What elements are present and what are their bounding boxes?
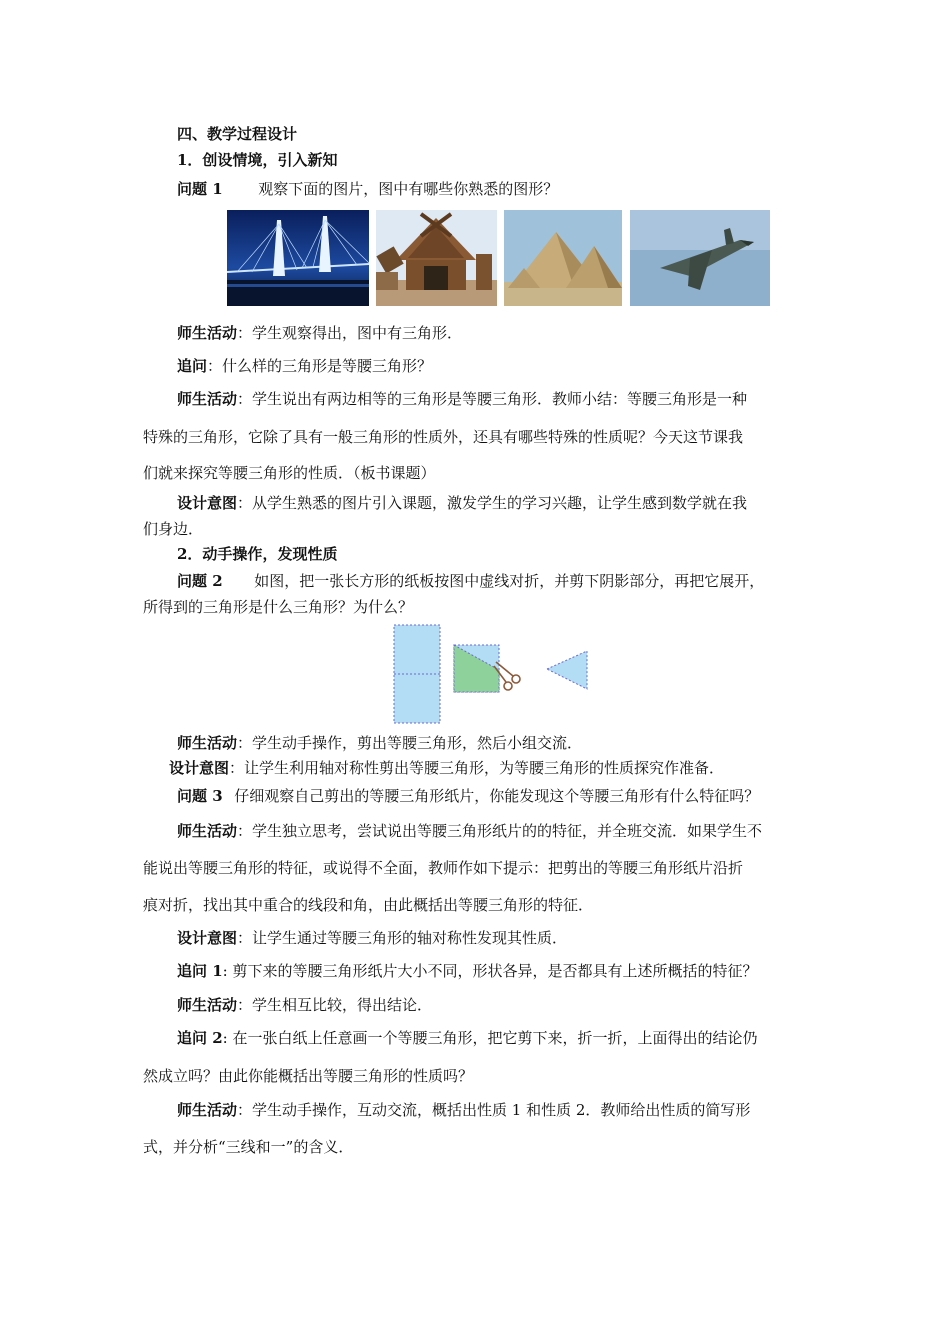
activity-2-line-1 bbox=[177, 389, 747, 409]
activity-4-line-1 bbox=[177, 821, 762, 841]
activity-3-label: 师生活动 bbox=[177, 734, 238, 752]
section-heading: 四、教学过程设计 bbox=[177, 125, 298, 143]
follow-up-1-label: 追问 1 bbox=[177, 962, 223, 980]
design-intent-2 bbox=[169, 758, 724, 778]
activity-2-label: 师生活动 bbox=[177, 390, 238, 408]
activity-3 bbox=[177, 733, 582, 753]
subsection-heading-2: 2．动手操作，发现性质 bbox=[177, 545, 338, 563]
activity-1-label: 师生活动 bbox=[177, 324, 238, 342]
activity-6-text: ：学生动手操作，互动交流，概括出性质 1 和性质 2．教师给出性质的简写形 bbox=[237, 1101, 751, 1119]
activity-6-label: 师生活动 bbox=[177, 1101, 238, 1119]
activity-2-text: ：学生说出有两边相等的三角形是等腰三角形．教师小结：等腰三角形是一种 bbox=[237, 390, 748, 408]
design-intent-3-label: 设计意图 bbox=[177, 929, 238, 947]
question-1-text: 观察下面的图片，图中有哪些你熟悉的图形？ bbox=[258, 180, 559, 198]
question-2-line-1 bbox=[177, 571, 764, 591]
jet-photo bbox=[630, 210, 770, 306]
question-3-label: 问题 3 bbox=[177, 787, 223, 805]
follow-up-1-text: : 剪下来的等腰三角形纸片大小不同，形状各异，是否都具有上述所概括的特征？ bbox=[222, 962, 758, 980]
bridge-photo bbox=[227, 210, 369, 306]
activity-3-text: ：学生动手操作，剪出等腰三角形，然后小组交流． bbox=[237, 734, 583, 752]
question-1-label: 问题 1 bbox=[177, 180, 223, 198]
activity-5 bbox=[177, 995, 432, 1015]
isosceles-triangle bbox=[547, 651, 587, 689]
design-intent-3 bbox=[177, 928, 567, 948]
question-1 bbox=[177, 179, 558, 199]
question-3 bbox=[177, 786, 759, 806]
wooden-gate-photo bbox=[376, 210, 497, 306]
follow-up-1 bbox=[177, 961, 758, 981]
activity-6-line-1 bbox=[177, 1100, 750, 1120]
question-2-line-2: 所得到的三角形是什么三角形？为什么？ bbox=[143, 598, 414, 616]
activity-4-text: ：学生独立思考，尝试说出等腰三角形纸片的的特征，并全班交流．如果学生不 bbox=[237, 822, 763, 840]
activity-4-label: 师生活动 bbox=[177, 822, 238, 840]
activity-5-label: 师生活动 bbox=[177, 996, 238, 1014]
activity-5-text: ：学生相互比较，得出结论． bbox=[237, 996, 433, 1014]
follow-up-2-text: : 在一张白纸上任意画一个等腰三角形，把它剪下来，折一折，上面得出的结论仍 bbox=[222, 1029, 758, 1047]
unfolded-paper bbox=[394, 625, 440, 723]
design-intent-1-text: ：从学生熟悉的图片引入课题，激发学生的学习兴趣，让学生感到数学就在我 bbox=[237, 494, 748, 512]
activity-1 bbox=[177, 323, 462, 343]
pyramids-photo bbox=[504, 210, 622, 306]
design-intent-1-line-2: 们身边． bbox=[143, 520, 204, 538]
activity-1-text: ：学生观察得出，图中有三角形． bbox=[237, 324, 463, 342]
question-2-label: 问题 2 bbox=[177, 572, 223, 590]
follow-up-text: ：什么样的三角形是等腰三角形？ bbox=[207, 357, 433, 375]
design-intent-2-text: ：让学生利用轴对称性剪出等腰三角形，为等腰三角形的性质探究作准备． bbox=[229, 759, 725, 777]
follow-up-label: 追问 bbox=[177, 357, 208, 375]
design-intent-2-label: 设计意图 bbox=[169, 759, 230, 777]
design-intent-1-label: 设计意图 bbox=[177, 494, 238, 512]
follow-up-2-line-2: 然成立吗？由此你能概括出等腰三角形的性质吗？ bbox=[143, 1067, 474, 1085]
activity-4-line-2: 能说出等腰三角形的特征，或说得不全面，教师作如下提示：把剪出的等腰三角形纸片沿折 bbox=[143, 859, 744, 877]
follow-up bbox=[177, 356, 432, 376]
question-2-text: 如图，把一张长方形的纸板按图中虚线对折，并剪下阴影部分，再把它展开， bbox=[254, 572, 765, 590]
activity-6-line-2: 式，并分析“三线和一”的含义． bbox=[143, 1138, 354, 1156]
activity-2-line-2: 特殊的三角形，它除了具有一般三角形的性质外，还具有哪些特殊的性质呢？今天这节课我 bbox=[143, 428, 744, 446]
activity-4-line-3: 痕对折，找出其中重合的线段和角，由此概括出等腰三角形的特征． bbox=[143, 896, 594, 914]
follow-up-2-line-1 bbox=[177, 1028, 758, 1048]
activity-2-line-3: 们就来探究等腰三角形的性质．（板书课题） bbox=[143, 464, 436, 482]
follow-up-2-label: 追问 2 bbox=[177, 1029, 223, 1047]
design-intent-3-text: ：让学生通过等腰三角形的轴对称性发现其性质． bbox=[237, 929, 568, 947]
design-intent-1-line-1 bbox=[177, 493, 747, 513]
paper-folding-figure bbox=[390, 622, 595, 726]
question-3-text: 仔细观察自己剪出的等腰三角形纸片，你能发现这个等腰三角形有什么特征吗？ bbox=[234, 787, 760, 805]
subsection-heading-1: 1．创设情境，引入新知 bbox=[177, 151, 338, 169]
